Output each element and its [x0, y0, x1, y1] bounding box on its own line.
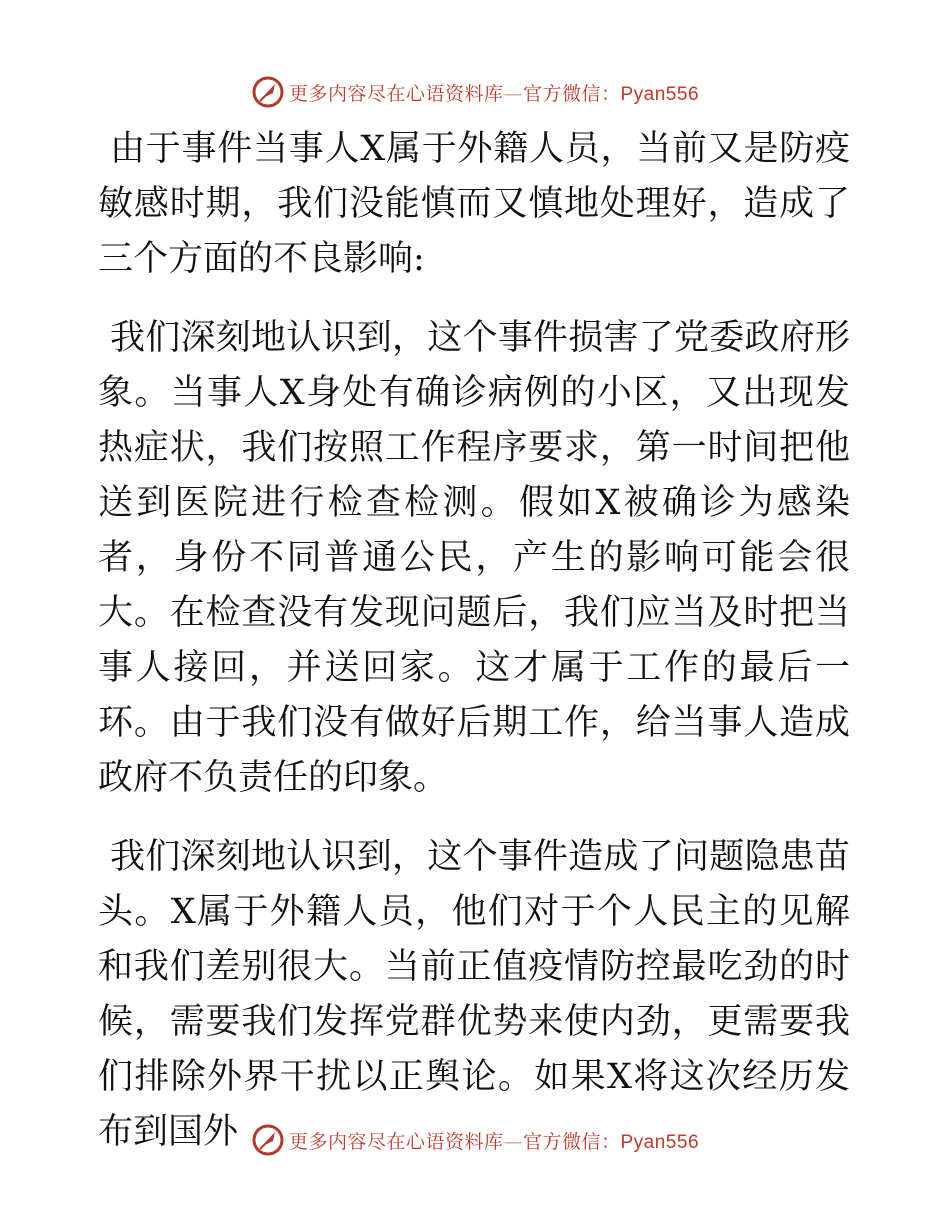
watermark-main-text: 更多内容尽在心语资料库	[288, 82, 504, 105]
watermark-main-text: 更多内容尽在心语资料库	[288, 1130, 504, 1153]
paragraph-3: 我们深刻地认识到，这个事件造成了问题隐患苗头。X属于外籍人员，他们对于个人民主的见解和我们差别很大。当前正值疫情防控最吃劲的时候，需要我们发挥党群优势来使内劲，更需要我们排除外界干扰以正舆论。如果X将这次经历发布到国外	[98, 837, 850, 1152]
watermark-dash: —	[503, 82, 523, 105]
watermark-text	[289, 1127, 699, 1154]
paragraph-1: 由于事件当事人X属于外籍人员，当前又是防疫敏感时期，我们没能慎而又慎地处理好，造成了三个方面的不良影响:	[98, 129, 850, 279]
quill-logo-icon	[251, 75, 285, 109]
watermark-wechat-label: 官方微信：	[522, 82, 621, 105]
watermark-wechat-label: 官方微信：	[522, 1130, 621, 1153]
watermark-text	[289, 79, 699, 106]
footer-watermark-banner	[0, 1120, 950, 1160]
watermark-wechat-id: Pyan556	[620, 83, 700, 105]
quill-logo-icon	[251, 1123, 285, 1157]
watermark-wechat-id: Pyan556	[620, 1131, 700, 1153]
paragraph-2: 我们深刻地认识到，这个事件损害了党委政府形象。当事人X身处有确诊病例的小区，又出现发热症状，我们按照工作程序要求，第一时间把他送到医院进行检查检测。假如X被确诊为感染者，身份不同普通公民，产生的影响可能会很大。在检查没有发现问题后，我们应当及时把当事人接回，并送回家。这才属于工作的最后一环。由于我们没有做好后期工作，给当事人造成政府不负责任的印象。	[98, 318, 850, 798]
header-watermark-banner	[0, 72, 950, 112]
watermark-dash: —	[503, 1130, 523, 1153]
document-body	[98, 122, 850, 1184]
